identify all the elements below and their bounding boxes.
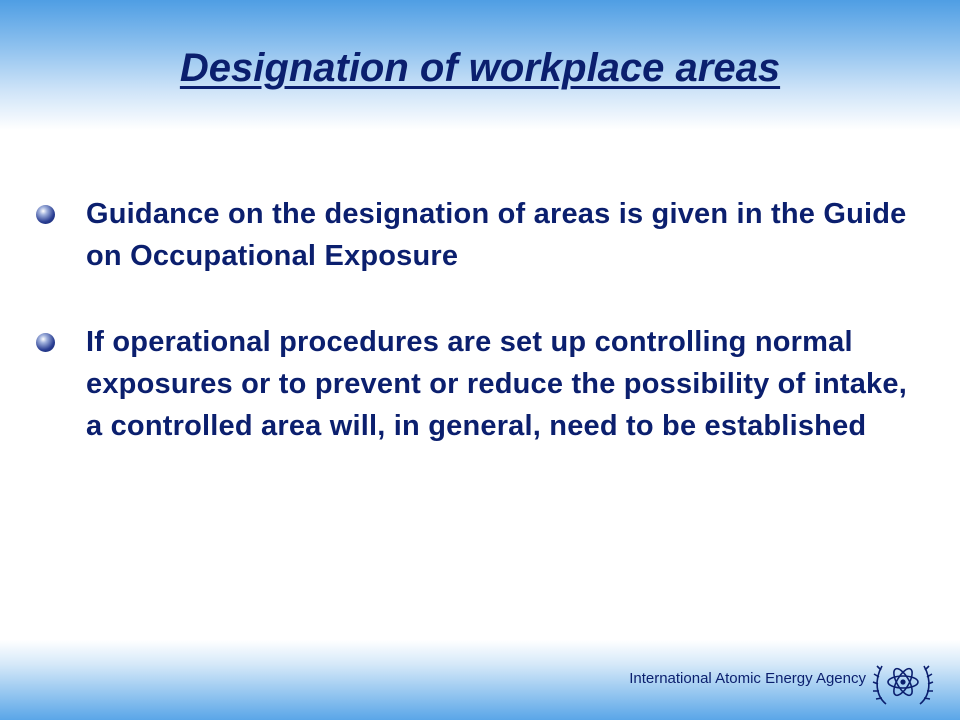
bullet-text: If operational procedures are set up controlling normal exposures or to prevent or reduce the possibility of intake, a controlled area will, in general, need to be established	[86, 326, 907, 442]
bullet-dot-icon	[36, 333, 55, 352]
footer-organization-name: International Atomic Energy Agency	[629, 670, 866, 687]
iaea-logo-icon	[872, 654, 934, 710]
slide-title: Designation of workplace areas	[179, 46, 781, 90]
bullet-item	[36, 193, 926, 277]
bullet-list	[36, 193, 926, 447]
bullet-text: Guidance on the designation of areas is given in the Guide on Occupational Exposure	[86, 198, 907, 272]
bullet-item	[36, 321, 926, 447]
bullet-dot-icon	[36, 205, 55, 224]
